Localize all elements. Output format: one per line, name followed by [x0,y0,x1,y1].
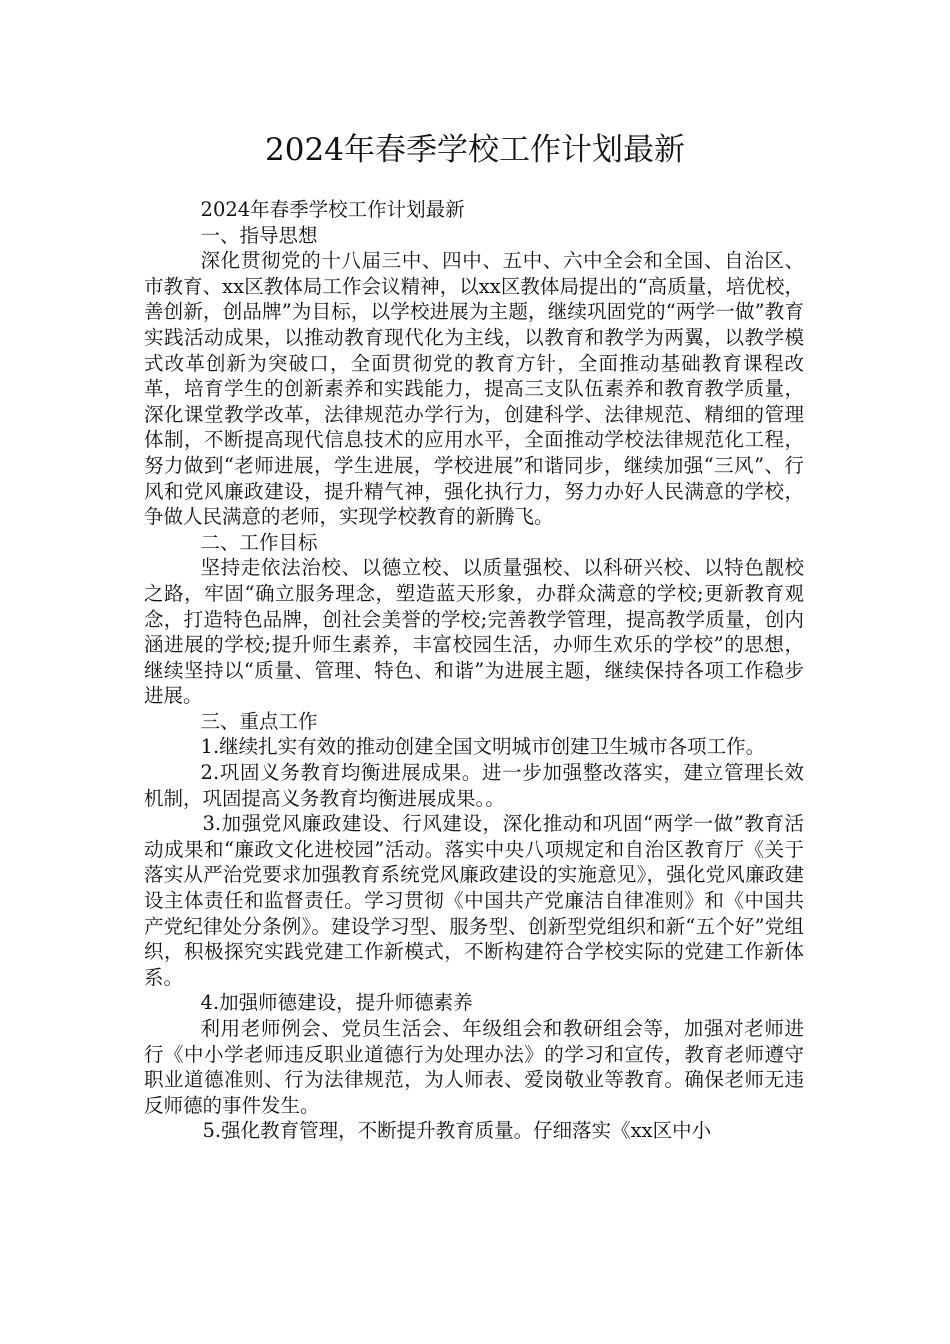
paragraph-work-goals: 坚持走依法治校、以德立校、以质量强校、以科研兴校、以特色靓校之路，牢固“确立服务理念，塑造蓝天形象，办群众满意的学校;更新教育观念，打造特色品牌，创社会美誉的学校;完善教学管理，提高教学质量，创内涵进展的学校;提升师生素养，丰富校园生活，办师生欢乐的学校”的思想，继续坚持以“质量、管理、特色、和谐”为进展主题，继续保持各项工作稳步进展。 [144,556,804,708]
paragraph-teacher-ethics: 利用老师例会、党员生活会、年级组会和教研组会等，加强对老师进行《中小学老师违反职业道德行为处理办法》的学习和宣传，教育老师遵守职业道德准则、行为法律规范，为人师表、爱岗敬业等教育。确保老师无违反师德的事件发生。 [144,1017,804,1117]
paragraph-guiding-thought: 深化贯彻党的十八届三中、四中、五中、六中全会和全国、自治区、市教育、xx区教体局工作会议精神，以xx区教体局提出的“高质量，培优校，善创新，创品牌”为目标，以学校进展为主题，继续巩固党的“两学一做”教育实践活动成果，以推动教育现代化为主线，以教育和教学为两翼，以教学模式改革创新为突破口，全面贯彻党的教育方针，全面推动基础教育课程改革，培育学生的创新素养和实践能力，提高三支队伍素养和教育教学质量，深化课堂教学改革，法律规范办学行为，创建科学、法律规范、精细的管理体制，不断提高现代信息技术的应用水平，全面推动学校法律规范化工程，努力做到“老师进展，学生进展，学校进展”和谐同步，继续加强“三风”、行风和党风廉政建设，提升精气神，强化执行力，努力办好人民满意的学校，争做人民满意的老师，实现学校教育的新腾飞。 [144,249,804,529]
section-heading-key-work: 三、重点工作 [200,709,318,733]
subtitle-line: 2024年春季学校工作计划最新 [200,198,465,221]
section-heading-work-goals: 二、工作目标 [200,530,318,554]
list-item-3: 3.加强党风廉政建设、行风建设，深化推动和巩固“两学一做”教育活动成果和“廉政文化进校园”活动。落实中央八项规定和自治区教育厅《关于落实从严治党要求加强教育系统党风廉政建设的实施意见》，强化党风廉政建设主体责任和监督责任。学习贯彻《中国共产党廉洁自律准则》和《中国共产党纪律处分条例》。建设学习型、服务型、创新型党组织和新“五个好”党组织，积极探究实践党建工作新模式，不断构建符合学校实际的党建工作新体系。 [144,812,804,989]
document-title: 2024年春季学校工作计划最新 [265,132,685,168]
list-item-2: 2.巩固义务教育均衡进展成果。进一步加强整改落实，建立管理长效机制，巩固提高义务教育均衡进展成果。。 [144,761,804,810]
list-item-1: 1.继续扎实有效的推动创建全国文明城市创建卫生城市各项工作。 [200,735,766,759]
section-heading-guiding-thought: 一、指导思想 [200,223,318,247]
list-item-4-heading: 4.加强师德建设，提升师德素养 [200,991,473,1015]
list-item-5: 5.强化教育管理，不断提升教育质量。仔细落实《xx区中小 [202,1119,712,1143]
document-body [144,197,804,1144]
